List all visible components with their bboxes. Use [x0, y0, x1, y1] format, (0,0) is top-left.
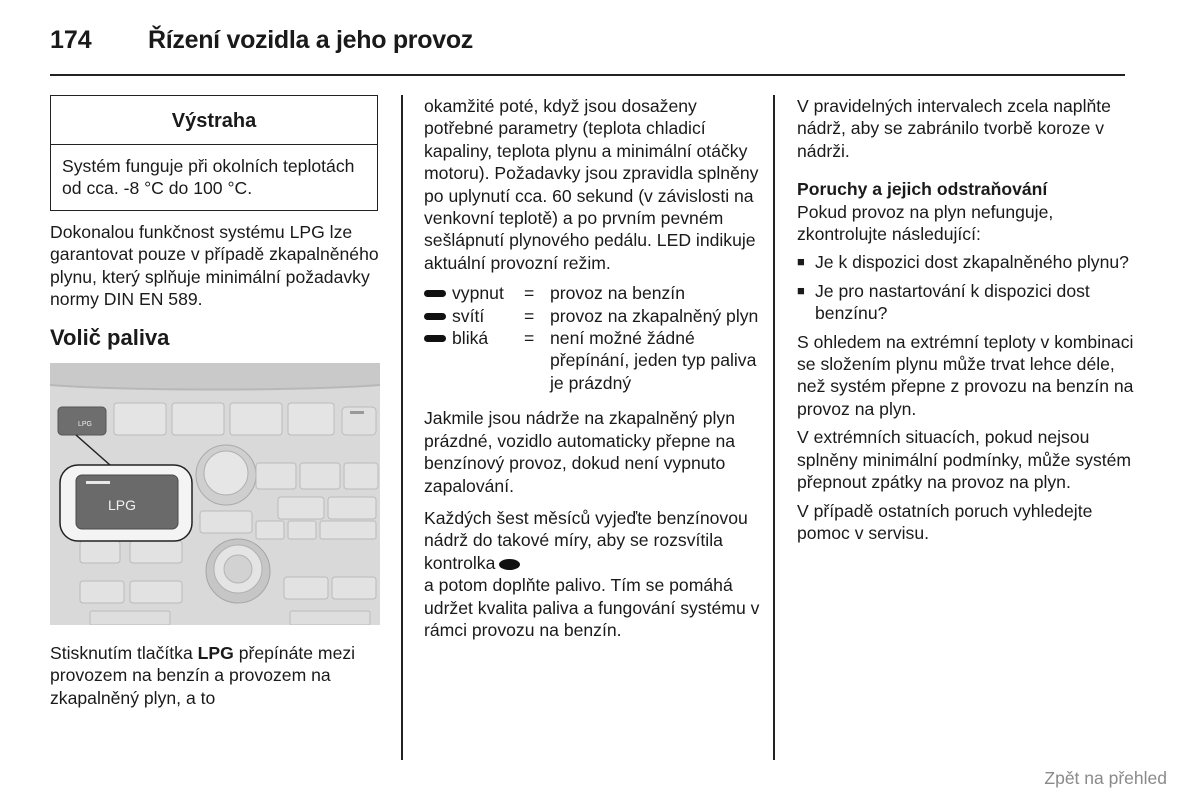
list-item: ■ Je k dispozici dost zkapalněného plynu?: [797, 252, 1129, 273]
column-divider-1: [401, 95, 403, 760]
extreme-temp-paragraph: S ohledem na extrémní teploty v kombinaci se složením plynu může trvat lehce déle, než systém přepne z provozu na benzín na provoz na plyn.: [797, 331, 1134, 419]
column-2: [424, 95, 764, 641]
other-faults-paragraph: V případě ostatních poruch vyhledejte pomoc v servisu.: [797, 500, 1093, 543]
led-state-off: vypnut = provoz na benzín: [424, 282, 764, 304]
lpg-button-paragraph: Stisknutím tlačítka LPG přepínáte mezi provozem na benzín a provozem na zkapalněný plyn, a to: [50, 642, 356, 708]
section-heading: Volič paliva: [50, 325, 170, 351]
led-indicator-icon: [424, 335, 446, 342]
warning-title: Výstraha: [51, 96, 377, 145]
back-to-overview-link[interactable]: Zpět na přehled: [1044, 768, 1167, 788]
page-header: [50, 22, 1125, 74]
lpg-intro-paragraph: Dokonalou funkčnost systému LPG lze garantovat pouze v případě zkapalněného plynu, který splňuje minimální požadavky normy DIN EN 589.: [50, 221, 379, 310]
warning-box: [50, 95, 378, 211]
column-3: [797, 95, 1137, 544]
led-indicator-icon: [424, 313, 446, 320]
warning-text: Systém funguje při okolních teplotách od cca. -8 °C do 100 °C.: [62, 156, 355, 199]
led-indicator-icon: [424, 290, 446, 297]
chapter-title: Řízení vozidla a jeho provoz: [148, 26, 473, 54]
led-state-blinking: bliká = není možné žádné přepínání, jeden typ paliva je prázdný: [424, 327, 764, 394]
page-number: 174: [50, 26, 92, 54]
led-state-on: svítí = provoz na zkapalněný plyn: [424, 305, 764, 327]
big-lpg-label: LPG: [108, 496, 137, 513]
fuel-warning-lamp-icon: [499, 559, 520, 570]
troubleshooting-intro: Pokud provoz na plyn nefunguje, zkontrolujte následující:: [797, 201, 1054, 245]
column-1: [50, 95, 382, 709]
empty-tank-paragraph: Jakmile jsou nádrže na zkapalněný plyn prázdné, vozidlo automaticky přepne na benzínový provoz, dokud není vypnuto zapalování.: [424, 408, 736, 496]
list-item: ■ Je pro nastartování k dispozici dost benzínu?: [797, 280, 1090, 324]
header-rule: [50, 74, 1125, 76]
bullet-square-icon: ■: [797, 254, 805, 270]
switching-paragraph: okamžité poté, když jsou dosaženy potřebné parametry (teplota chladicí kapaliny, teplota plynu a minimální otáčky motoru). Požadavky jsou zpravidla splněny po uplynutí cca. 60 sekund (v závislosti na venkovní teplotě) a po prvním pevném sešlápnutí plynového pedálu. LED indikuje aktuální provozní režim.: [424, 96, 759, 273]
bullet-square-icon: ■: [797, 282, 805, 298]
six-months-paragraph: Každých šest měsíců vyjeďte benzínovou nádrž do takové míry, aby se rozsvítila kontrolka a potom doplňte palivo. Tím se pomáhá udržet kvalita paliva a fungování systému v rámci provozu na benzín.: [424, 507, 760, 640]
column-divider-2: [773, 95, 775, 760]
small-lpg-label: LPG: [78, 420, 93, 428]
led-state-list: [424, 282, 764, 394]
troubleshooting-heading: Poruchy a jejich odstraňování: [797, 179, 1048, 200]
extreme-situation-paragraph: V extrémních situacích, pokud nejsou splněny minimální podmínky, může systém přepnout zpátky na provoz na plyn.: [797, 427, 1132, 493]
refill-paragraph: V pravidelných intervalech zcela naplňte nádrž, aby se zabránilo tvorbě koroze v nádrži.: [797, 96, 1111, 161]
fuel-selector-photo: [50, 363, 380, 625]
lpg-bold-term: LPG: [197, 642, 234, 663]
